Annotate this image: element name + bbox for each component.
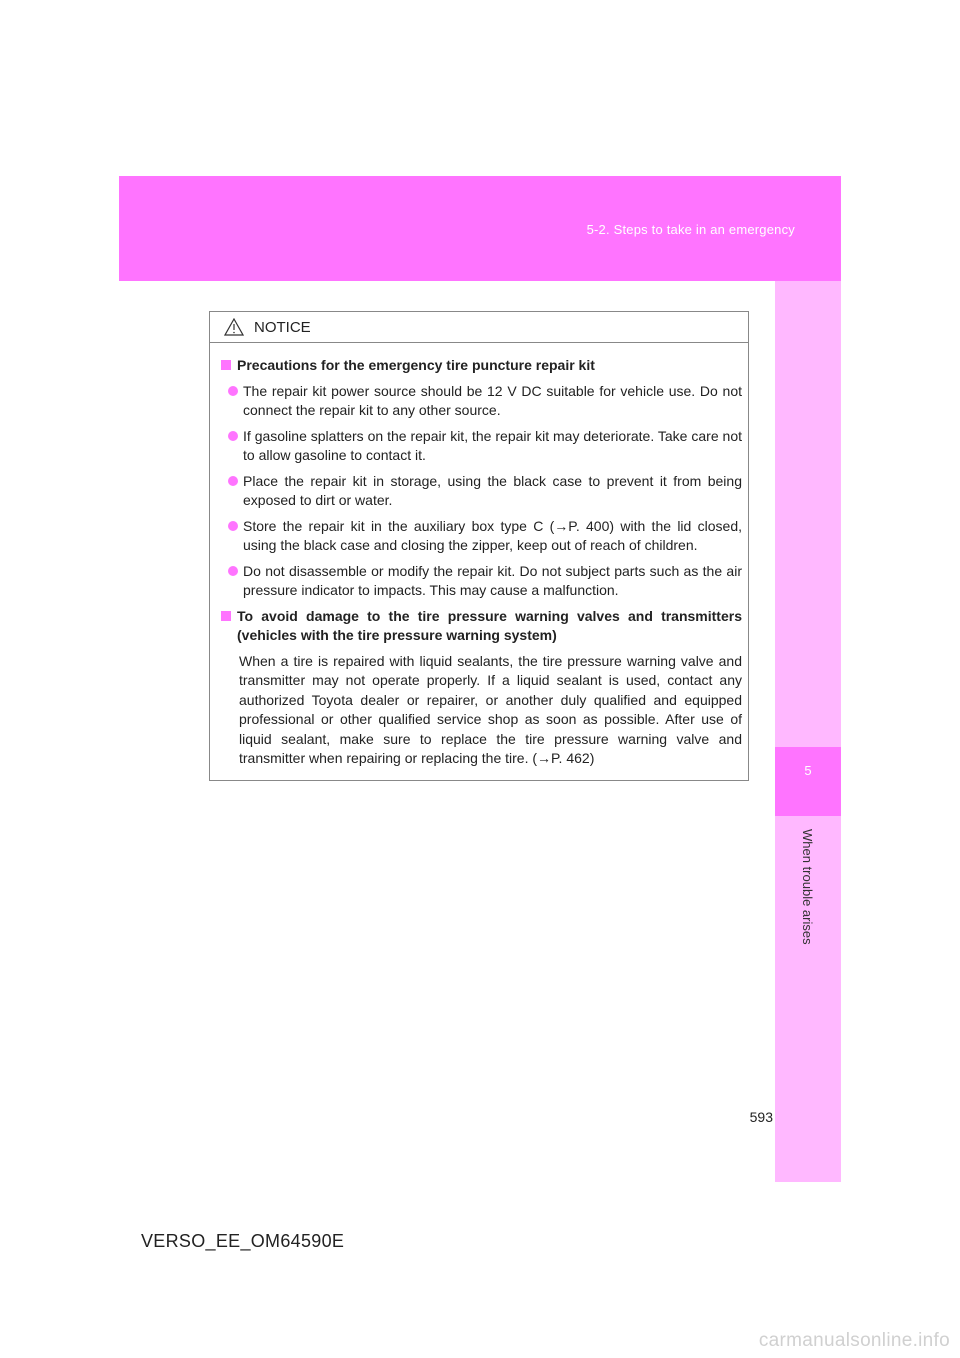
page-number: 593 (749, 1109, 773, 1125)
list-item: The repair kit power source should be 12 V DC suitable for vehicle use. Do not connect the repair kit to any other source. (221, 382, 742, 421)
list-item: If gasoline splatters on the repair kit, the repair kit may deteriorate. Take care not to allow gasoline to contact it. (221, 427, 742, 466)
chapter-number-block (775, 747, 841, 816)
round-bullet-icon (228, 386, 238, 396)
round-bullet-icon (228, 521, 238, 531)
notice-body (210, 343, 748, 769)
section-paragraph: When a tire is repaired with liquid sealants, the tire pressure warning valve and transmitter may not operate properly. If a liquid sealant is used, contact any authorized Toyota dealer or repairer, or another duly qualified and equipped professional or other qualified service shop as soon as possible. After use of liquid sealant, make sure to replace the tire pressure warning valve and transmitter when repairing or replacing the tire. (→P. 462) (239, 652, 742, 766)
list-item: Store the repair kit in the auxiliary box type C (→P. 400) with the lid closed, using the black case and closing the zipper, keep out of reach of children. (221, 517, 742, 556)
square-bullet-icon (221, 611, 231, 621)
notice-header (210, 312, 748, 343)
section-heading: Precautions for the emergency tire puncture repair kit (221, 356, 742, 376)
notice-label: NOTICE (254, 318, 311, 336)
square-bullet-icon (221, 360, 231, 370)
chapter-number: 5 (804, 763, 812, 778)
section-title: 5-2. Steps to take in an emergency (586, 222, 795, 237)
notice-box (209, 311, 749, 781)
warning-triangle-icon (224, 318, 244, 336)
list-item: Place the repair kit in storage, using the black case to prevent it from being exposed to dirt or water. (221, 472, 742, 511)
round-bullet-icon (228, 566, 238, 576)
section-heading: To avoid damage to the tire pressure warning valves and transmitters (vehicles with the tire pressure warning system) (221, 607, 742, 646)
list-item: Do not disassemble or modify the repair kit. Do not subject parts such as the air pressure indicator to impacts. This may cause a malfunction. (221, 562, 742, 601)
chapter-title: When trouble arises (800, 829, 815, 945)
chapter-side-tab (775, 281, 841, 1182)
round-bullet-icon (228, 476, 238, 486)
header-band (119, 176, 841, 281)
round-bullet-icon (228, 431, 238, 441)
watermark: carmanualsonline.info (758, 1330, 950, 1351)
document-code: VERSO_EE_OM64590E (141, 1231, 345, 1251)
